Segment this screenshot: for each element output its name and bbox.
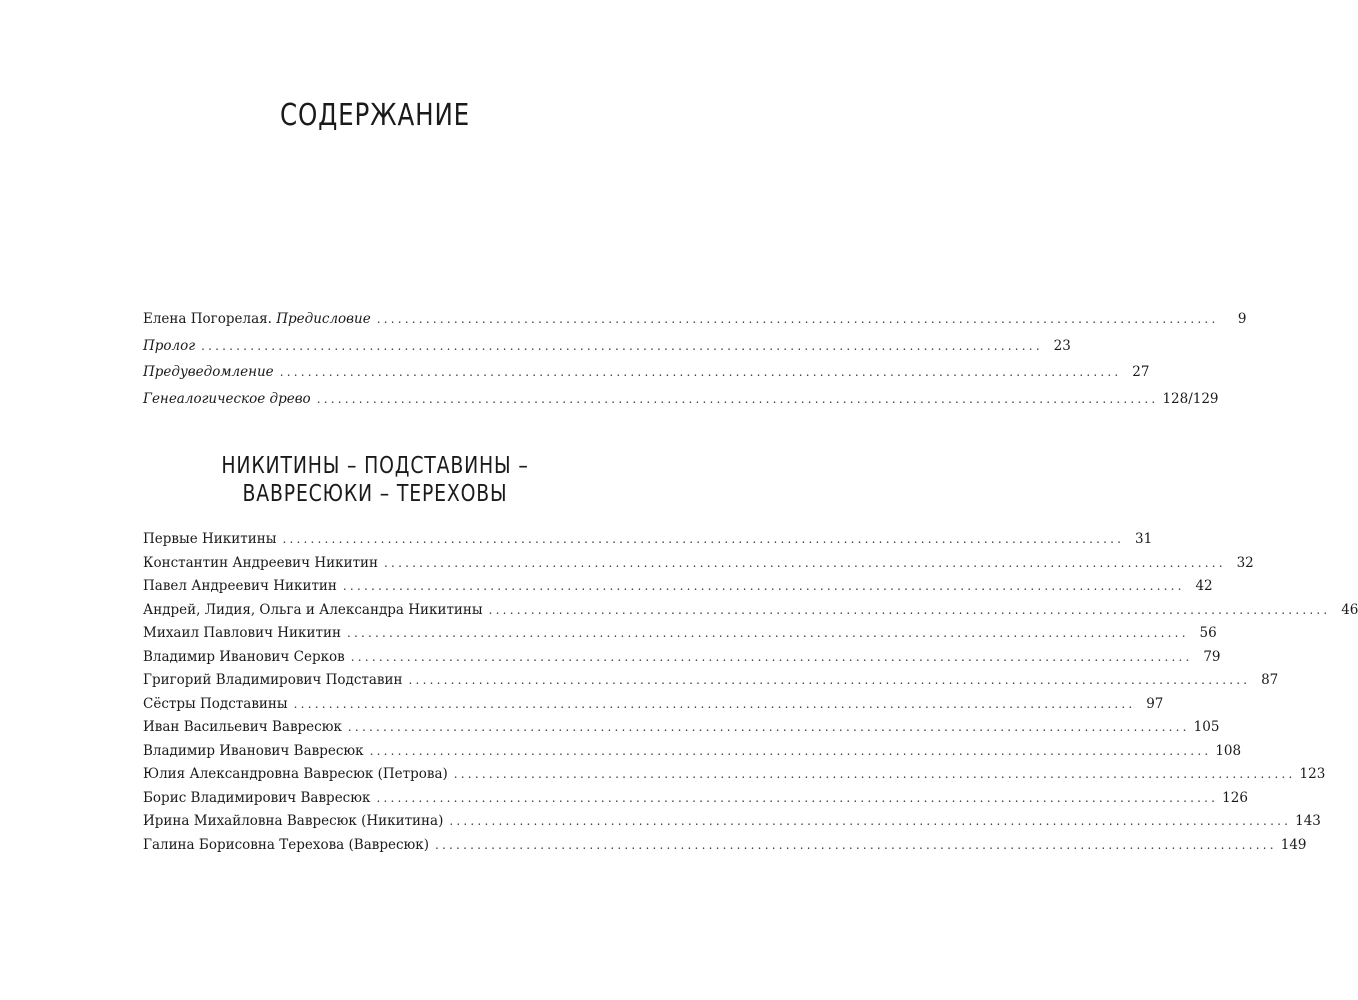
toc-row[interactable] [143,834,1307,858]
entry-title: Галина Борисовна Терехова (Вавресюк) [143,836,430,853]
entry-title: Пролог [143,337,196,354]
entry-title: Ирина Михайловна Вавресюк (Никитина) [143,813,444,829]
page-number: 23 [1053,337,1071,354]
toc-row-prologue[interactable] [143,333,1071,360]
entry-title: Григорий Владимирович Подставин [143,672,403,688]
section-heading [68,452,683,508]
entry-title: Первые Никитины [143,531,277,547]
dot-leader: ........................................................................................................................ [350,649,1193,664]
page-number: 128/129 [1162,391,1219,408]
entry-title: Генеалогическое древо [143,391,311,408]
entry-title: Предисловие [276,311,371,327]
page-title: СОДЕРЖАНИЕ [279,98,471,133]
section-heading-line: НИКИТИНЫ – ПОДСТАВИНЫ – [221,453,529,479]
toc-row-family-tree[interactable] [143,386,1219,413]
entry-title: Сёстры Подставины [143,695,288,712]
dot-leader: ........................................................................................................................ [293,696,1136,711]
page-number: 87 [1261,672,1279,688]
toc-row[interactable] [143,716,1220,740]
toc-row[interactable] [143,575,1213,599]
dot-leader: ........................................................................................................................ [435,837,1277,852]
entry-label [143,386,311,413]
toc-row-notice[interactable] [143,359,1150,386]
entry-label [143,359,274,386]
page-number: 143 [1295,813,1321,829]
entry-label [143,306,371,333]
dot-leader: ........................................................................................................................ [488,602,1331,617]
toc-row[interactable] [143,599,1358,623]
dot-leader: ........................................................................................................................ [279,365,1122,380]
page-number: 46 [1341,601,1358,618]
front-matter-list [143,306,1247,413]
page-number: 149 [1280,836,1307,853]
entry-title: Иван Васильевич Вавресюк [143,719,342,735]
chapter-list [143,528,1358,857]
entry-title: Предуведомление [143,364,274,381]
entry-author: Елена Погорелая. [143,311,272,327]
dot-leader: ........................................................................................................................ [346,626,1189,640]
dot-leader: ........................................................................................................................ [201,338,1043,353]
entry-title: Константин Андреевич Никитин [143,554,379,571]
page-number: 126 [1222,789,1248,806]
page-number: 108 [1215,742,1242,759]
entry-title: Юлия Александровна Вавресюк (Петрова) [143,766,448,782]
page-number: 105 [1193,719,1220,735]
entry-title: Борис Владимирович Вавресюк [143,789,371,806]
page-number: 56 [1199,625,1217,641]
toc-row[interactable] [143,669,1279,693]
entry-title: Владимир Иванович Вавресюк [143,742,364,759]
entry-title: Андрей, Лидия, Ольга и Александра Никитины [143,601,483,618]
page-number: 97 [1146,695,1164,712]
toc-row[interactable] [143,763,1326,787]
entry-title: Павел Андреевич Никитин [143,578,337,594]
dot-leader: ........................................................................................................................ [282,532,1125,546]
section-heading-line: ВАВРЕСЮКИ – ТЕРЕХОВЫ [242,481,508,507]
page-number: 42 [1195,578,1213,594]
page-number: 27 [1132,364,1150,381]
page-number: 79 [1203,648,1221,665]
toc-row[interactable] [143,528,1153,552]
toc-row[interactable] [143,693,1164,717]
toc-row[interactable] [143,552,1254,576]
dot-leader: ........................................................................................................................ [384,555,1226,570]
toc-row-preface[interactable] [143,306,1247,333]
toc-row[interactable] [143,740,1242,764]
page-number: 32 [1236,554,1254,571]
page-number: 123 [1299,766,1326,782]
dot-leader: ........................................................................................................................ [347,720,1190,734]
entry-title: Владимир Иванович Серков [143,648,345,665]
toc-row[interactable] [143,810,1321,834]
toc-row[interactable] [143,646,1221,670]
entry-label [143,333,195,360]
dot-leader: ........................................................................................................................ [376,312,1219,326]
dot-leader: ........................................................................................................................ [449,814,1292,828]
entry-title: Михаил Павлович Никитин [143,625,341,641]
dot-leader: ........................................................................................................................ [316,392,1159,407]
toc-row[interactable] [143,622,1217,646]
dot-leader: ........................................................................................................................ [453,767,1296,781]
dot-leader: ........................................................................................................................ [369,743,1212,758]
page-number: 31 [1135,531,1153,547]
toc-row[interactable] [143,787,1248,811]
dot-leader: ........................................................................................................................ [408,673,1251,687]
dot-leader: ........................................................................................................................ [376,790,1219,805]
dot-leader: ........................................................................................................................ [342,579,1185,593]
page-number: 9 [1237,311,1247,327]
